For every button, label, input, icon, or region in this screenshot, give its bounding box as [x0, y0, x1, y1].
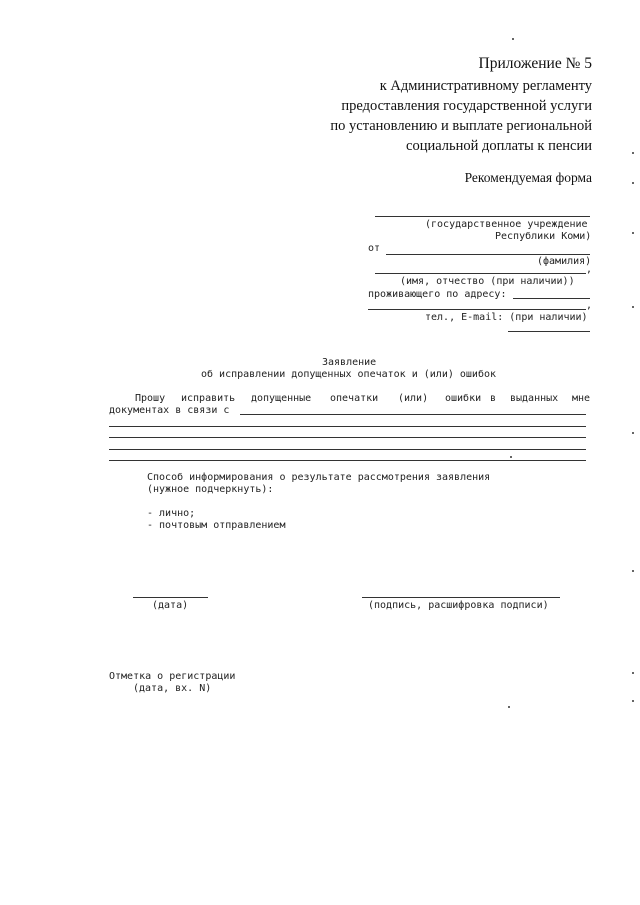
body-word-3: допущенные — [251, 393, 312, 404]
address-field-line-1 — [513, 298, 590, 299]
contacts-field-line — [508, 331, 590, 332]
body-word-1: Прошу — [135, 393, 166, 404]
body-word-4: опечатки — [330, 393, 379, 404]
institution-hint-2: Республики Коми) — [495, 231, 592, 242]
name-field-line — [375, 273, 586, 274]
surname-hint: (фамилия) — [537, 256, 592, 267]
institution-hint-1: (государственное учреждение — [425, 219, 588, 230]
appendix-line-2: предоставления государственной услуги — [341, 98, 592, 114]
info-option-mail: - почтовым отправлением — [147, 520, 286, 531]
scan-speck — [512, 38, 514, 40]
surname-field-line — [386, 254, 590, 255]
body-line-2: документах в связи с — [109, 405, 230, 416]
body-word-6: ошибки — [445, 393, 482, 404]
address-field-line-2 — [368, 309, 586, 310]
reason-field-line-5 — [109, 460, 586, 461]
reason-field-line-1 — [240, 414, 586, 415]
signature-hint: (подпись, расшифровка подписи) — [368, 600, 549, 611]
from-label: от — [368, 243, 381, 254]
scan-speck — [508, 706, 510, 708]
date-hint: (дата) — [152, 600, 189, 611]
body-word-7: в — [490, 393, 497, 404]
body-word-2: исправить — [181, 393, 236, 404]
reason-field-line-2 — [109, 426, 586, 427]
appendix-line-1: к Административному регламенту — [379, 78, 592, 94]
residence-label: проживающего по адресу: — [368, 289, 507, 300]
contacts-hint: тел., E-mail: (при наличии) — [425, 312, 588, 323]
info-method-line-1: Способ информирования о результате рассмотрения заявления — [147, 472, 491, 483]
appendix-line-4: социальной доплаты к пенсии — [406, 138, 592, 154]
statement-subtitle: об исправлении допущенных опечаток и (или) ошибок — [201, 369, 497, 380]
statement-title: Заявление — [322, 357, 377, 368]
date-field-line — [133, 597, 208, 598]
recommended-form-label: Рекомендуемая форма — [464, 170, 592, 185]
appendix-title: Приложение № 5 — [478, 55, 592, 72]
scan-speck — [632, 182, 634, 184]
registration-line-1: Отметка о регистрации — [109, 671, 236, 682]
body-word-8: выданных — [510, 393, 559, 404]
registration-line-2: (дата, вх. N) — [133, 683, 212, 694]
signature-field-line — [362, 597, 560, 598]
institution-field-line — [375, 216, 590, 217]
scan-speck — [632, 306, 634, 308]
scan-speck — [632, 700, 634, 702]
reason-field-line-3 — [109, 437, 586, 438]
scan-speck — [632, 232, 634, 234]
body-word-5: (или) — [398, 393, 429, 404]
scan-speck — [632, 570, 634, 572]
name-comma: , — [586, 264, 593, 275]
name-hint: (имя, отчество (при наличии)) — [400, 276, 575, 287]
scan-speck — [510, 456, 512, 458]
info-option-personal: - лично; — [147, 508, 196, 519]
body-word-9: мне — [572, 393, 591, 404]
info-method-line-2: (нужное подчеркнуть): — [147, 484, 274, 495]
address-comma: , — [586, 300, 593, 311]
appendix-line-3: по установлению и выплате региональной — [330, 118, 592, 134]
reason-field-line-4 — [109, 449, 586, 450]
scan-speck — [632, 432, 634, 434]
scan-speck — [632, 152, 634, 154]
scan-speck — [632, 672, 634, 674]
